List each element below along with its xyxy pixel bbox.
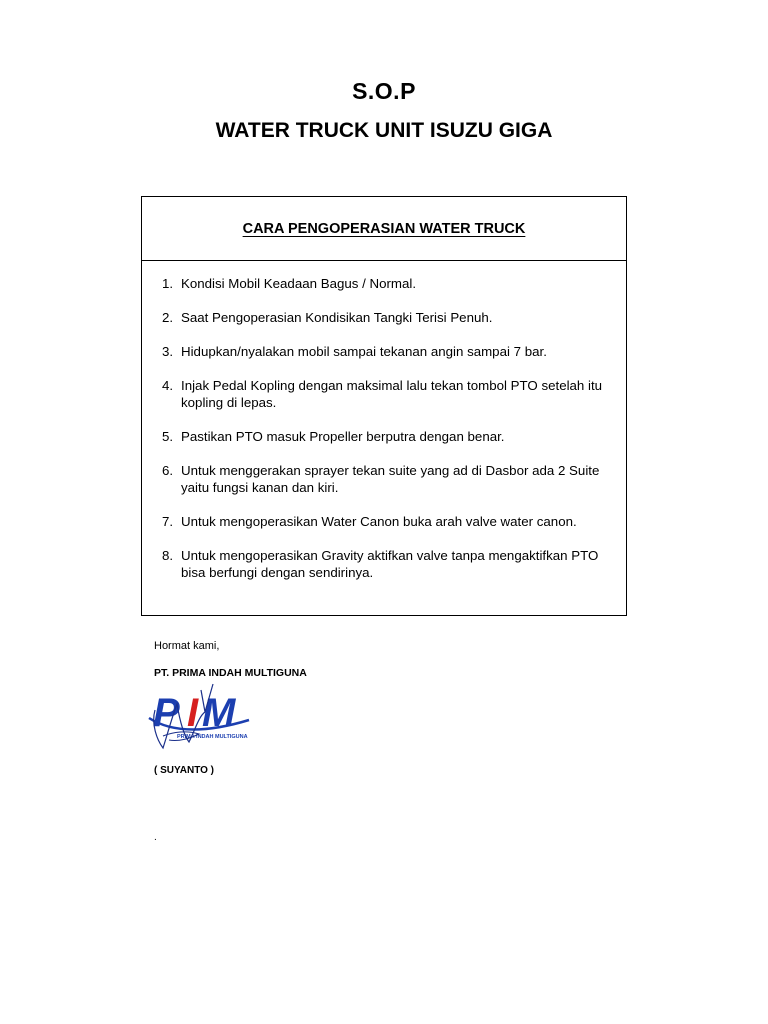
step-item bbox=[142, 343, 626, 360]
closing-salutation: Hormat kami, bbox=[154, 640, 220, 652]
step-text: Untuk mengoperasikan Gravity aktifkan valve tanpa mengaktifkan PTO bisa berfungi dengan sendirinya. bbox=[181, 548, 599, 580]
step-item bbox=[142, 377, 626, 411]
step-text: Pastikan PTO masuk Propeller berputra dengan benar. bbox=[181, 429, 505, 444]
document-title: S.O.P bbox=[352, 78, 416, 104]
step-item bbox=[142, 428, 626, 445]
procedure-steps bbox=[142, 261, 626, 581]
step-text: Hidupkan/nyalakan mobil sampai tekanan angin sampai 7 bar. bbox=[181, 344, 547, 359]
document-subtitle: WATER TRUCK UNIT ISUZU GIGA bbox=[215, 119, 553, 142]
procedure-heading: CARA PENGOPERASIAN WATER TRUCK bbox=[242, 220, 526, 237]
step-item bbox=[142, 513, 626, 530]
step-item bbox=[142, 547, 626, 581]
step-text: Kondisi Mobil Keadaan Bagus / Normal. bbox=[181, 276, 417, 291]
step-item bbox=[142, 462, 626, 496]
trailing-mark: . bbox=[154, 832, 157, 843]
step-number: 2. bbox=[162, 310, 174, 325]
step-number: 7. bbox=[162, 514, 174, 529]
company-logo-with-signature bbox=[143, 680, 258, 760]
step-text: Saat Pengoperasian Kondisikan Tangki Terisi Penuh. bbox=[181, 310, 493, 325]
step-item bbox=[142, 275, 626, 292]
step-text: Untuk mengoperasikan Water Canon buka arah valve water canon. bbox=[181, 514, 577, 529]
logo-subtext: PRIMA INDAH MULTIGUNA bbox=[177, 734, 248, 740]
step-number: 6. bbox=[162, 463, 174, 478]
logo-letter-i: I bbox=[187, 691, 199, 735]
step-text: Untuk menggerakan sprayer tekan suite yang ad di Dasbor ada 2 Suite yaitu fungsi kanan dan kiri. bbox=[181, 463, 600, 495]
step-number: 3. bbox=[162, 344, 174, 359]
procedure-header bbox=[142, 197, 626, 261]
step-number: 4. bbox=[162, 378, 174, 393]
step-number: 5. bbox=[162, 429, 174, 444]
procedure-box bbox=[141, 196, 627, 616]
step-number: 8. bbox=[162, 548, 174, 563]
signer-name: ( SUYANTO ) bbox=[154, 765, 215, 776]
logo-letters: P bbox=[153, 691, 180, 735]
step-item bbox=[142, 309, 626, 326]
company-name: PT. PRIMA INDAH MULTIGUNA bbox=[154, 667, 307, 679]
step-text: Injak Pedal Kopling dengan maksimal lalu tekan tombol PTO setelah itu kopling di lepas. bbox=[181, 378, 603, 410]
logo-letter-m: M bbox=[202, 691, 236, 735]
step-number: 1. bbox=[162, 276, 174, 291]
